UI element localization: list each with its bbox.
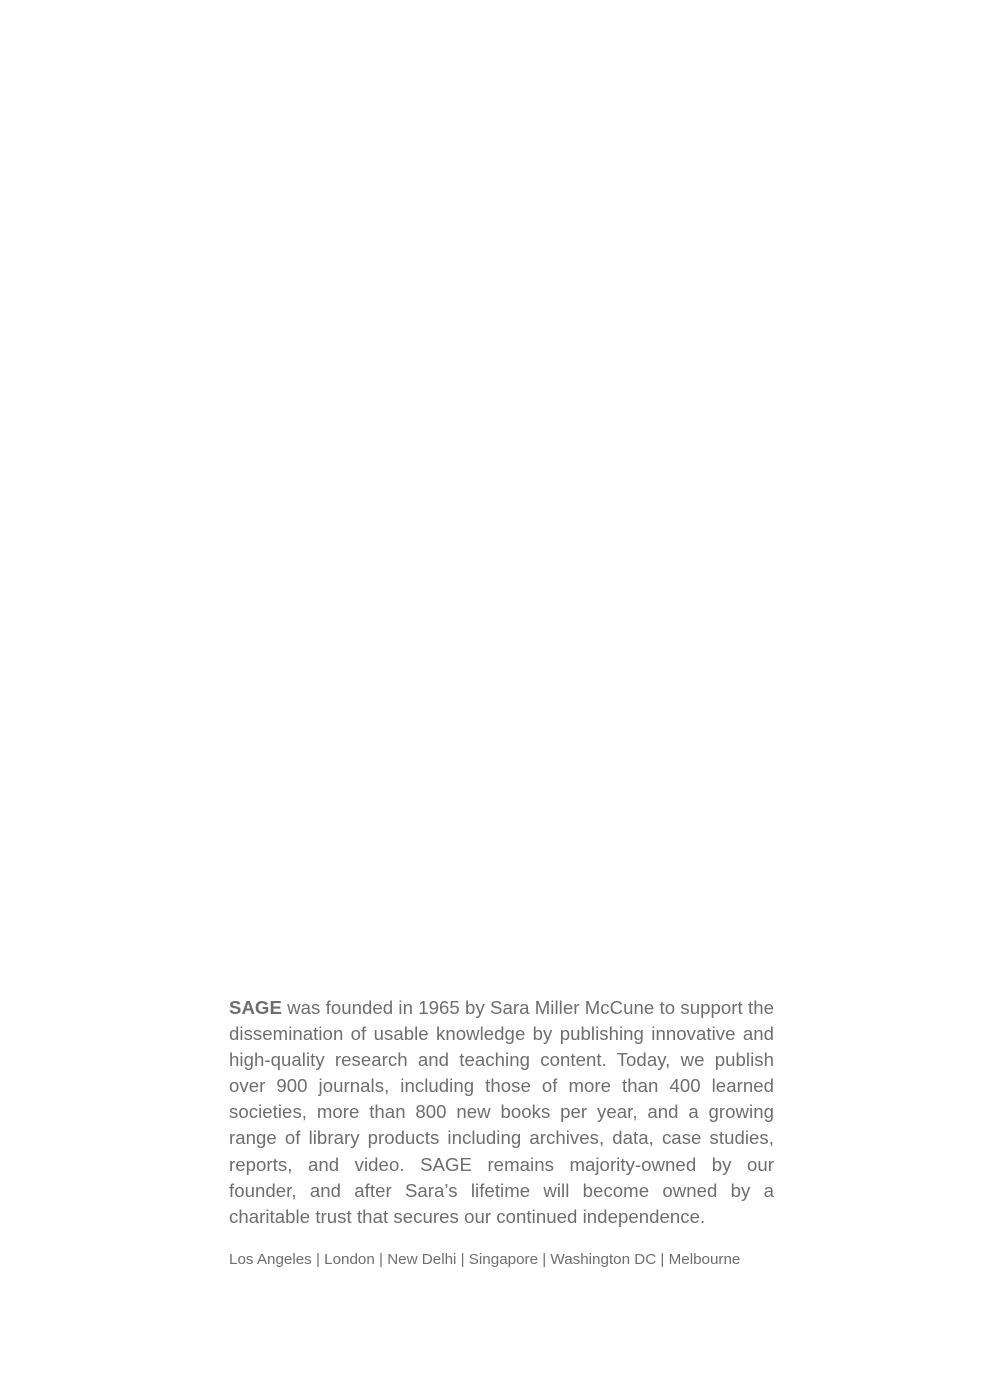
office-locations: Los Angeles | London | New Delhi | Singapore | Washington DC | Melbourne xyxy=(229,1250,741,1268)
publisher-imprint xyxy=(229,995,774,1270)
description-text: was founded in 1965 by Sara Miller McCune to support the dissemination of usable knowledge by publishing innovative and high-quality research and teaching content. Today, we publish over 900 journals, including those of more than 400 learned societies, more than 800 new books per year, and a growing range of library products including archives, data, case studies, reports, and video. SAGE remains majority-owned by our founder, and after Sara’s lifetime will become owned by a charitable trust that secures our continued independence. xyxy=(229,997,774,1227)
publisher-description xyxy=(229,995,774,1230)
brand-name: SAGE xyxy=(229,997,282,1018)
